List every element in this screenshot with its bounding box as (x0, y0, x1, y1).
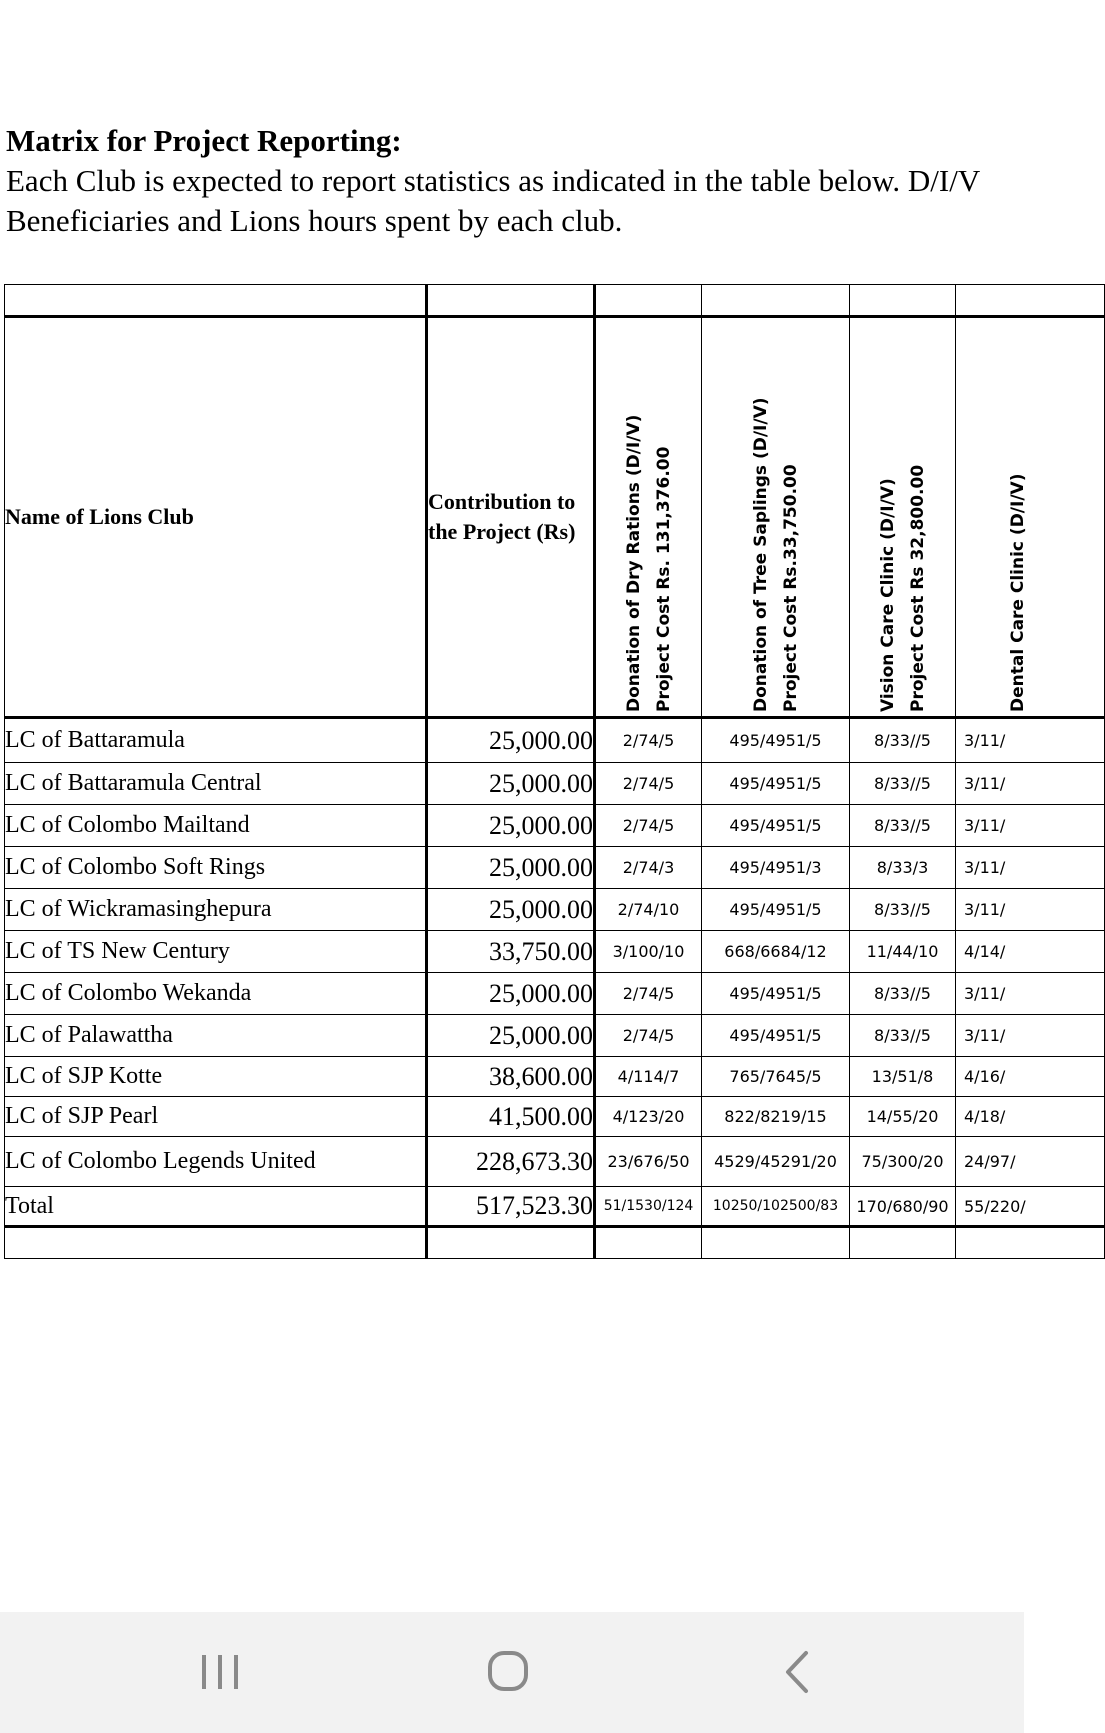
club-name-cell: LC of SJP Pearl (5, 1097, 427, 1137)
contribution-cell: 517,523.30 (427, 1187, 595, 1227)
table-row (5, 1097, 1105, 1137)
table-row (5, 847, 1105, 889)
vision-care-cell: 14/55/20 (850, 1097, 956, 1137)
header-row (5, 317, 1105, 718)
contribution-cell: 25,000.00 (427, 847, 595, 889)
dry-rations-cell: 3/100/10 (595, 931, 702, 973)
header-tree-saplings: Donation of Tree Saplings (D/I/V) Project Cost Rs.33,750.00 (702, 317, 850, 718)
table-row (5, 1057, 1105, 1097)
project-reporting-table (4, 284, 1105, 1259)
club-name-cell: LC of Colombo Legends United (5, 1137, 427, 1187)
vision-care-cell: 8/33/3 (850, 847, 956, 889)
dental-care-cell: 4/14/ (956, 931, 1105, 973)
dental-care-cell: 3/11/ (956, 1015, 1105, 1057)
club-name-cell: LC of TS New Century (5, 931, 427, 973)
club-name-cell: LC of Colombo Wekanda (5, 973, 427, 1015)
tree-saplings-cell: 495/4951/5 (702, 973, 850, 1015)
table-row (5, 931, 1105, 973)
table-row (5, 718, 1105, 763)
table-row (5, 973, 1105, 1015)
total-row (5, 1187, 1105, 1227)
table-row (5, 1015, 1105, 1057)
contribution-cell: 33,750.00 (427, 931, 595, 973)
vision-care-cell: 8/33//5 (850, 1015, 956, 1057)
table-row (5, 1137, 1105, 1187)
dental-care-cell: 3/11/ (956, 805, 1105, 847)
dry-rations-cell: 4/114/7 (595, 1057, 702, 1097)
vision-care-cell: 8/33//5 (850, 805, 956, 847)
club-name-cell: LC of Battaramula (5, 718, 427, 763)
contribution-cell: 41,500.00 (427, 1097, 595, 1137)
contribution-cell: 228,673.30 (427, 1137, 595, 1187)
tree-saplings-cell: 4529/45291/20 (702, 1137, 850, 1187)
contribution-cell: 25,000.00 (427, 805, 595, 847)
dry-rations-cell: 2/74/5 (595, 718, 702, 763)
recent-apps-icon[interactable] (190, 1647, 250, 1697)
document-intro-line-1: Each Club is expected to report statistics as indicated in the table below. D/I/V (6, 163, 981, 198)
contribution-cell: 25,000.00 (427, 889, 595, 931)
header-dry-rations: Donation of Dry Rations (D/I/V) Project Cost Rs. 131,376.00 (595, 317, 702, 718)
table-row (5, 889, 1105, 931)
tree-saplings-cell: 495/4951/5 (702, 718, 850, 763)
dry-rations-cell: 2/74/5 (595, 763, 702, 805)
header-dental-care: Dental Care Clinic (D/I/V) (956, 317, 1105, 718)
tree-saplings-cell: 495/4951/3 (702, 847, 850, 889)
dry-rations-cell: 2/74/3 (595, 847, 702, 889)
document-heading: Matrix for Project Reporting: (6, 123, 402, 158)
dry-rations-cell: 2/74/10 (595, 889, 702, 931)
dental-care-cell: 3/11/ (956, 718, 1105, 763)
dental-care-cell: 4/16/ (956, 1057, 1105, 1097)
dry-rations-cell: 4/123/20 (595, 1097, 702, 1137)
header-vision-care: Vision Care Clinic (D/I/V) Project Cost Rs 32,800.00 (850, 317, 956, 718)
document-intro-line-2: Beneficiaries and Lions hours spent by each club. (6, 203, 623, 238)
dental-care-cell: 3/11/ (956, 847, 1105, 889)
dry-rations-cell: 2/74/5 (595, 1015, 702, 1057)
dry-rations-cell: 2/74/5 (595, 805, 702, 847)
tree-saplings-cell: 495/4951/5 (702, 763, 850, 805)
club-name-cell: Total (5, 1187, 427, 1227)
tree-saplings-cell: 495/4951/5 (702, 1015, 850, 1057)
vision-care-cell: 8/33//5 (850, 973, 956, 1015)
vision-care-cell: 8/33//5 (850, 889, 956, 931)
vision-care-cell: 13/51/8 (850, 1057, 956, 1097)
club-name-cell: LC of Battaramula Central (5, 763, 427, 805)
club-name-cell: LC of Wickramasinghepura (5, 889, 427, 931)
dental-care-cell: 3/11/ (956, 889, 1105, 931)
header-contribution: Contribution to the Project (Rs) (427, 317, 595, 718)
dry-rations-cell: 51/1530/124 (595, 1187, 702, 1227)
dry-rations-cell: 2/74/5 (595, 973, 702, 1015)
dental-care-cell: 3/11/ (956, 973, 1105, 1015)
empty-bottom-row (5, 1227, 1105, 1259)
club-name-cell: LC of Colombo Soft Rings (5, 847, 427, 889)
vision-care-cell: 75/300/20 (850, 1137, 956, 1187)
dental-care-cell: 24/97/ (956, 1137, 1105, 1187)
tree-saplings-cell: 495/4951/5 (702, 805, 850, 847)
table-row (5, 763, 1105, 805)
dental-care-cell: 55/220/ (956, 1187, 1105, 1227)
contribution-cell: 25,000.00 (427, 1015, 595, 1057)
club-name-cell: LC of Colombo Mailtand (5, 805, 427, 847)
dental-care-cell: 3/11/ (956, 763, 1105, 805)
vision-care-cell: 8/33//5 (850, 718, 956, 763)
empty-top-row (5, 285, 1105, 317)
dry-rations-cell: 23/676/50 (595, 1137, 702, 1187)
header-club-name: Name of Lions Club (5, 317, 427, 718)
tree-saplings-cell: 495/4951/5 (702, 889, 850, 931)
club-name-cell: LC of Palawattha (5, 1015, 427, 1057)
tree-saplings-cell: 765/7645/5 (702, 1057, 850, 1097)
tree-saplings-cell: 822/8219/15 (702, 1097, 850, 1137)
contribution-cell: 25,000.00 (427, 763, 595, 805)
home-icon[interactable] (478, 1647, 538, 1697)
club-name-cell: LC of SJP Kotte (5, 1057, 427, 1097)
android-navigation-bar (0, 1612, 1024, 1733)
contribution-cell: 25,000.00 (427, 718, 595, 763)
vision-care-cell: 11/44/10 (850, 931, 956, 973)
vision-care-cell: 170/680/90 (850, 1187, 956, 1227)
table-row (5, 805, 1105, 847)
contribution-cell: 25,000.00 (427, 973, 595, 1015)
tree-saplings-cell: 10250/102500/83 (702, 1187, 850, 1227)
dental-care-cell: 4/18/ (956, 1097, 1105, 1137)
vision-care-cell: 8/33//5 (850, 763, 956, 805)
contribution-cell: 38,600.00 (427, 1057, 595, 1097)
tree-saplings-cell: 668/6684/12 (702, 931, 850, 973)
back-icon[interactable] (770, 1647, 830, 1697)
